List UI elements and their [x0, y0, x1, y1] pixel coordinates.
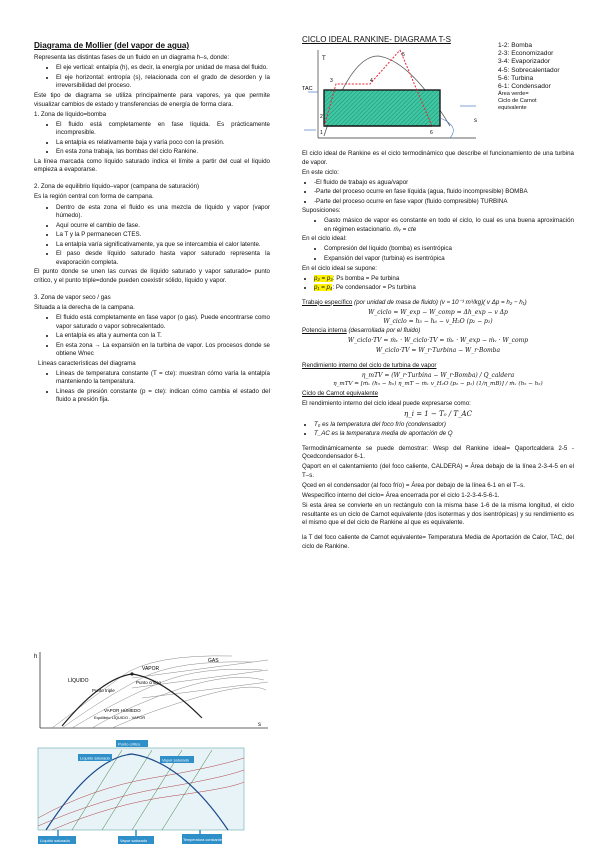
- steam-chart: [32, 738, 252, 848]
- paragraph: la T del foco caliente de Carnot equivalente= Temperatura Media de Aportación de Calor, TAC, del ciclo de Rankine.: [302, 534, 574, 550]
- chart-label: Punto triple: [92, 688, 115, 693]
- list-item: • T₀ es la temperatura del foco frío (condensador): [314, 421, 574, 430]
- legend-item: equivalente: [498, 105, 527, 112]
- list-item: [324, 217, 574, 234]
- list-item: • El fluido está completamente en fase vapor (o gas). Puede encontrarse como vapor saturado o vapor sobrecalentado.: [56, 314, 270, 331]
- legend-item: Área verde=: [498, 91, 529, 98]
- sup-eq: ṁᵥ = cte: [393, 225, 417, 233]
- zone3-intro: Situada a la derecha de la campana.: [34, 303, 135, 311]
- list-item: • -Parte del proceso ocurre en fase líquida (agua, fluido incompresible) BOMBA: [314, 188, 574, 197]
- legend-item: 2-3: Economizador: [498, 50, 554, 58]
- rankine-desc: El ciclo ideal de Rankine es el ciclo termodinámico que describe el funcionamiento de una turbina de vapor.: [302, 150, 574, 166]
- axes-list: [34, 64, 270, 91]
- mollier-title: Diagrama de Mollier (del vapor de agua): [34, 41, 190, 50]
- legend-item: 6-1: Condensador: [498, 83, 551, 91]
- equation: W_ciclo·TV = W_r·Turbina − W_r·Bomba: [375, 346, 501, 354]
- tac-label: TAC: [302, 86, 313, 92]
- list-item: • La T y la P permanecen CTES.: [56, 231, 270, 240]
- list-item: • Líneas de temperatura constante (T = cte): muestran cómo varía la entalpía manteniendo la temperatura.: [56, 370, 270, 387]
- rend-title: Rendimiento interno del ciclo de turbina de vapor: [302, 361, 437, 369]
- pressure-list: [302, 275, 574, 293]
- chart-label: Vapor saturado: [162, 757, 190, 763]
- list-item: • -El fluido de trabajo es agua/vapor: [314, 179, 574, 188]
- zone3-list: [34, 314, 270, 359]
- list-item: [314, 284, 574, 293]
- potencia-sub: (desarrollada por el fluido): [346, 327, 421, 335]
- paragraph: Qced en el condensador (al foco frío) = Área por debajo de la línea 6-1 en el T–s.: [302, 481, 525, 489]
- en-ciclo-list: [302, 179, 574, 207]
- list-item: • Dentro de esta zona el fluido es una mezcla de líquido y vapor (vapor húmedo).: [56, 204, 270, 221]
- carnot-list: [302, 421, 574, 439]
- mollier-diagram: [32, 648, 272, 734]
- lines-list: [34, 370, 270, 405]
- lines-title: Líneas características del diagrama: [38, 359, 136, 367]
- point-label: 5: [402, 52, 405, 58]
- list-item: • En esta zona → La expansión en la turbina de vapor. Los procesos donde se obtiene Wnec: [56, 342, 270, 359]
- list-item: • Compresión del líquido (bomba) es isentrópica: [324, 245, 574, 254]
- equation: η_mTV = (W_r·Turbina − W_r·Bomba) / Q_caldera: [361, 371, 515, 379]
- chart-label: Punto crítico: [118, 741, 141, 747]
- equation: W_ciclo = h₅ − h₆ − v_H₂O (p₂ − p₁): [383, 318, 493, 326]
- zone1-title: 1. Zona de líquido=bomba: [34, 110, 107, 118]
- chart-label: Temperatura constante: [183, 838, 222, 842]
- potencia-title: Potencia interna: [302, 327, 347, 335]
- legend-item: 1-2: Bomba: [498, 42, 533, 49]
- equation: W_ciclo·TV = ṁᵥ · W_ciclo·TV = ṁᵥ · W_exp − ṁᵥ · W_comp: [347, 337, 529, 345]
- chart-label: Equilibrio LÍQUIDO - VAPOR: [94, 715, 146, 720]
- list-item: • Expansión del vapor (turbina) es isentrópica: [324, 255, 574, 264]
- equation: W_ciclo = W_exp − W_comp = Δh_exp − v Δp: [368, 308, 508, 316]
- legend-item: 3-4: Evaporizador: [498, 58, 551, 66]
- t-axis-label: T: [322, 56, 326, 62]
- list-item: • El eje vertical: entalpía (h), es decir, la energía por unidad de masa del fluido.: [56, 64, 270, 73]
- zone2-list: [34, 204, 270, 268]
- chart-label: VAPOR: [142, 666, 160, 672]
- en-ciclo: En este ciclo:: [302, 168, 339, 176]
- ts-diagram: [300, 46, 496, 144]
- list-item: • El paso desde líquido saturado hasta vapor saturado representa la evaporación completa.: [56, 250, 270, 267]
- carnot-area: [324, 90, 440, 126]
- s-axis-label: s: [258, 722, 261, 728]
- s-axis-label: s: [474, 118, 477, 124]
- point-label: 4: [370, 78, 373, 84]
- right-column: [302, 150, 574, 553]
- list-item: • -Parte del proceso ocurre en fase vapor (fluido compresible) TURBINA: [314, 198, 574, 207]
- list-item: • La entalpía varía significativamente, ya que se intercambia el calor latente.: [56, 241, 270, 250]
- zone1-list: [34, 121, 270, 157]
- supone: En el ciclo ideal se supone:: [302, 264, 377, 272]
- chart-label: GAS: [208, 658, 219, 664]
- highlight: p₁ = p₄: [314, 284, 333, 292]
- mollier-intro: Representa las distintas fases de un fluido en un diagrama h–s, donde:: [34, 54, 230, 62]
- potencia-heading: [302, 327, 574, 336]
- paragraph: Termodinámicamente se puede demostrar: Wesp del Rankine ideal= Qaportcaldera 2-5 -Qcedcondensador 6-1.: [302, 444, 574, 461]
- suposiciones-list: [302, 217, 574, 234]
- sup-text: Gasto másico de vapor es constante en todo el ciclo, lo cual es una buena aproximación en régimen estacionario.: [324, 217, 574, 233]
- list-item: • T_AC es la temperatura media de aportación de Q: [314, 430, 574, 439]
- legend-item: Ciclo de Carnot: [498, 98, 537, 105]
- left-column: [34, 40, 270, 406]
- list-item: • En esta zona trabaja, las bombas del ciclo Rankine.: [56, 148, 270, 157]
- carnot-desc: El rendimiento interno del ciclo ideal puede expresarse como:: [302, 399, 471, 407]
- pressure-text: : Ps bomba = Pe turbina: [332, 274, 400, 282]
- suposiciones: Suposiciones:: [302, 207, 341, 215]
- equation: η_mTV = [ṁᵥ (h₅ − h₆) η_mT − ṁᵥ v_H₂O (p₂ − p₁) (1/η_mB)] / ṁᵥ (h₅ − h₂): [333, 381, 543, 388]
- list-item: • La entalpía es alta y aumenta con la T.: [56, 332, 270, 341]
- zone1-note: La línea marcada como líquido saturado indica el límite a partir del cual el líquido empieza a evaporarse.: [34, 157, 270, 174]
- paragraph: Wespecífico interno del ciclo= Área encerrada por el ciclo 1-2-3-4-5-6-1.: [302, 491, 500, 499]
- zone2-intro: Es la región central con forma de campana.: [34, 193, 154, 201]
- paragraph: Qaport en el calentamiento (del foco caliente, CALDERA) = Área debajo de la línea 2-3-4-5 en el T–s.: [302, 463, 574, 479]
- point-label: 2: [320, 114, 323, 120]
- highlight: p₂ = p₃: [314, 274, 333, 282]
- chart-label: Líquido saturado: [80, 755, 110, 761]
- paragraph: Si esta área se convierte en un rectángulo con la misma base 1-6 de la misma longitud, el ciclo resultante es un ciclo de Carnot equivalente (dos isotermas y dos isentrópicas) y su rendimiento es el mismo que el del ciclo de Rankine al que es equivalente.: [302, 502, 574, 527]
- list-item: • El fluido está completamente en fase líquida. Es prácticamente incompresible.: [56, 121, 270, 138]
- chart-label: VAPOR HÚMEDO: [104, 708, 141, 713]
- trabajo-title: Trabajo específico: [302, 298, 353, 306]
- trabajo-heading: [302, 299, 574, 308]
- pressure-text: : Pe condensador = Ps turbina: [332, 284, 416, 292]
- critical-point: [130, 672, 133, 675]
- point-label: 1: [320, 130, 323, 136]
- chart-area: [38, 748, 244, 830]
- legend-item: 5-6: Turbina: [498, 74, 534, 82]
- rankine-title: CICLO IDEAL RANKINE- DIAGRAMA T-S: [302, 35, 451, 44]
- ideal-title: En el ciclo ideal:: [302, 235, 347, 243]
- ts-legend: [498, 42, 578, 112]
- axes-note: Este tipo de diagrama se utiliza principalmente para vapores, ya que permite visualizar cambios de estado y transferencias de energía de forma clara.: [34, 92, 270, 108]
- h-axis-label: h: [34, 654, 38, 660]
- chart-label: LÍQUIDO: [68, 678, 89, 684]
- zone2-note: El punto donde se unen las curvas de líquido saturado y vapor saturado= punto crítico, y el punto triple=donde pueden coexistir sólido, líquido y vapor.: [34, 268, 270, 284]
- trabajo-sub: (por unidad de masa de fluido) (v ≈ 10⁻³ m³/kg)( v Δp = h₂ − h₁): [352, 298, 527, 306]
- carnot-title: Ciclo de Carnot equivalente: [302, 389, 379, 397]
- list-item: • Aquí ocurre el cambio de fase.: [56, 222, 270, 231]
- chart-label: Líquido saturado: [40, 838, 70, 843]
- list-item: • Líneas de presión constante (p = cte): indican cómo cambia el estado del fluido a presión fija.: [56, 388, 270, 405]
- zone3-title: 3. Zona de vapor seco / gas: [34, 293, 111, 301]
- zone2-title: 2. Zona de equilibrio líquido–vapor (campana de saturación): [34, 183, 200, 191]
- legend-item: 4-5: Sobrecalentador: [498, 66, 560, 74]
- list-item: [314, 275, 574, 284]
- point-label: 3: [330, 78, 333, 84]
- chart-label: Punto crítico: [136, 680, 162, 685]
- list-item: • El eje horizontal: entropía (s), relacionada con el grado de desorden y la irreversibilidad del proceso.: [56, 74, 270, 91]
- ideal-list: [302, 245, 574, 263]
- equation: η_i = 1 − T₀ / T_AC: [404, 409, 472, 418]
- chart-label: Vapor saturado: [120, 838, 148, 843]
- point-label: 6: [430, 130, 433, 136]
- list-item: • La entalpía es relativamente baja y varía poco con la presión.: [56, 139, 270, 148]
